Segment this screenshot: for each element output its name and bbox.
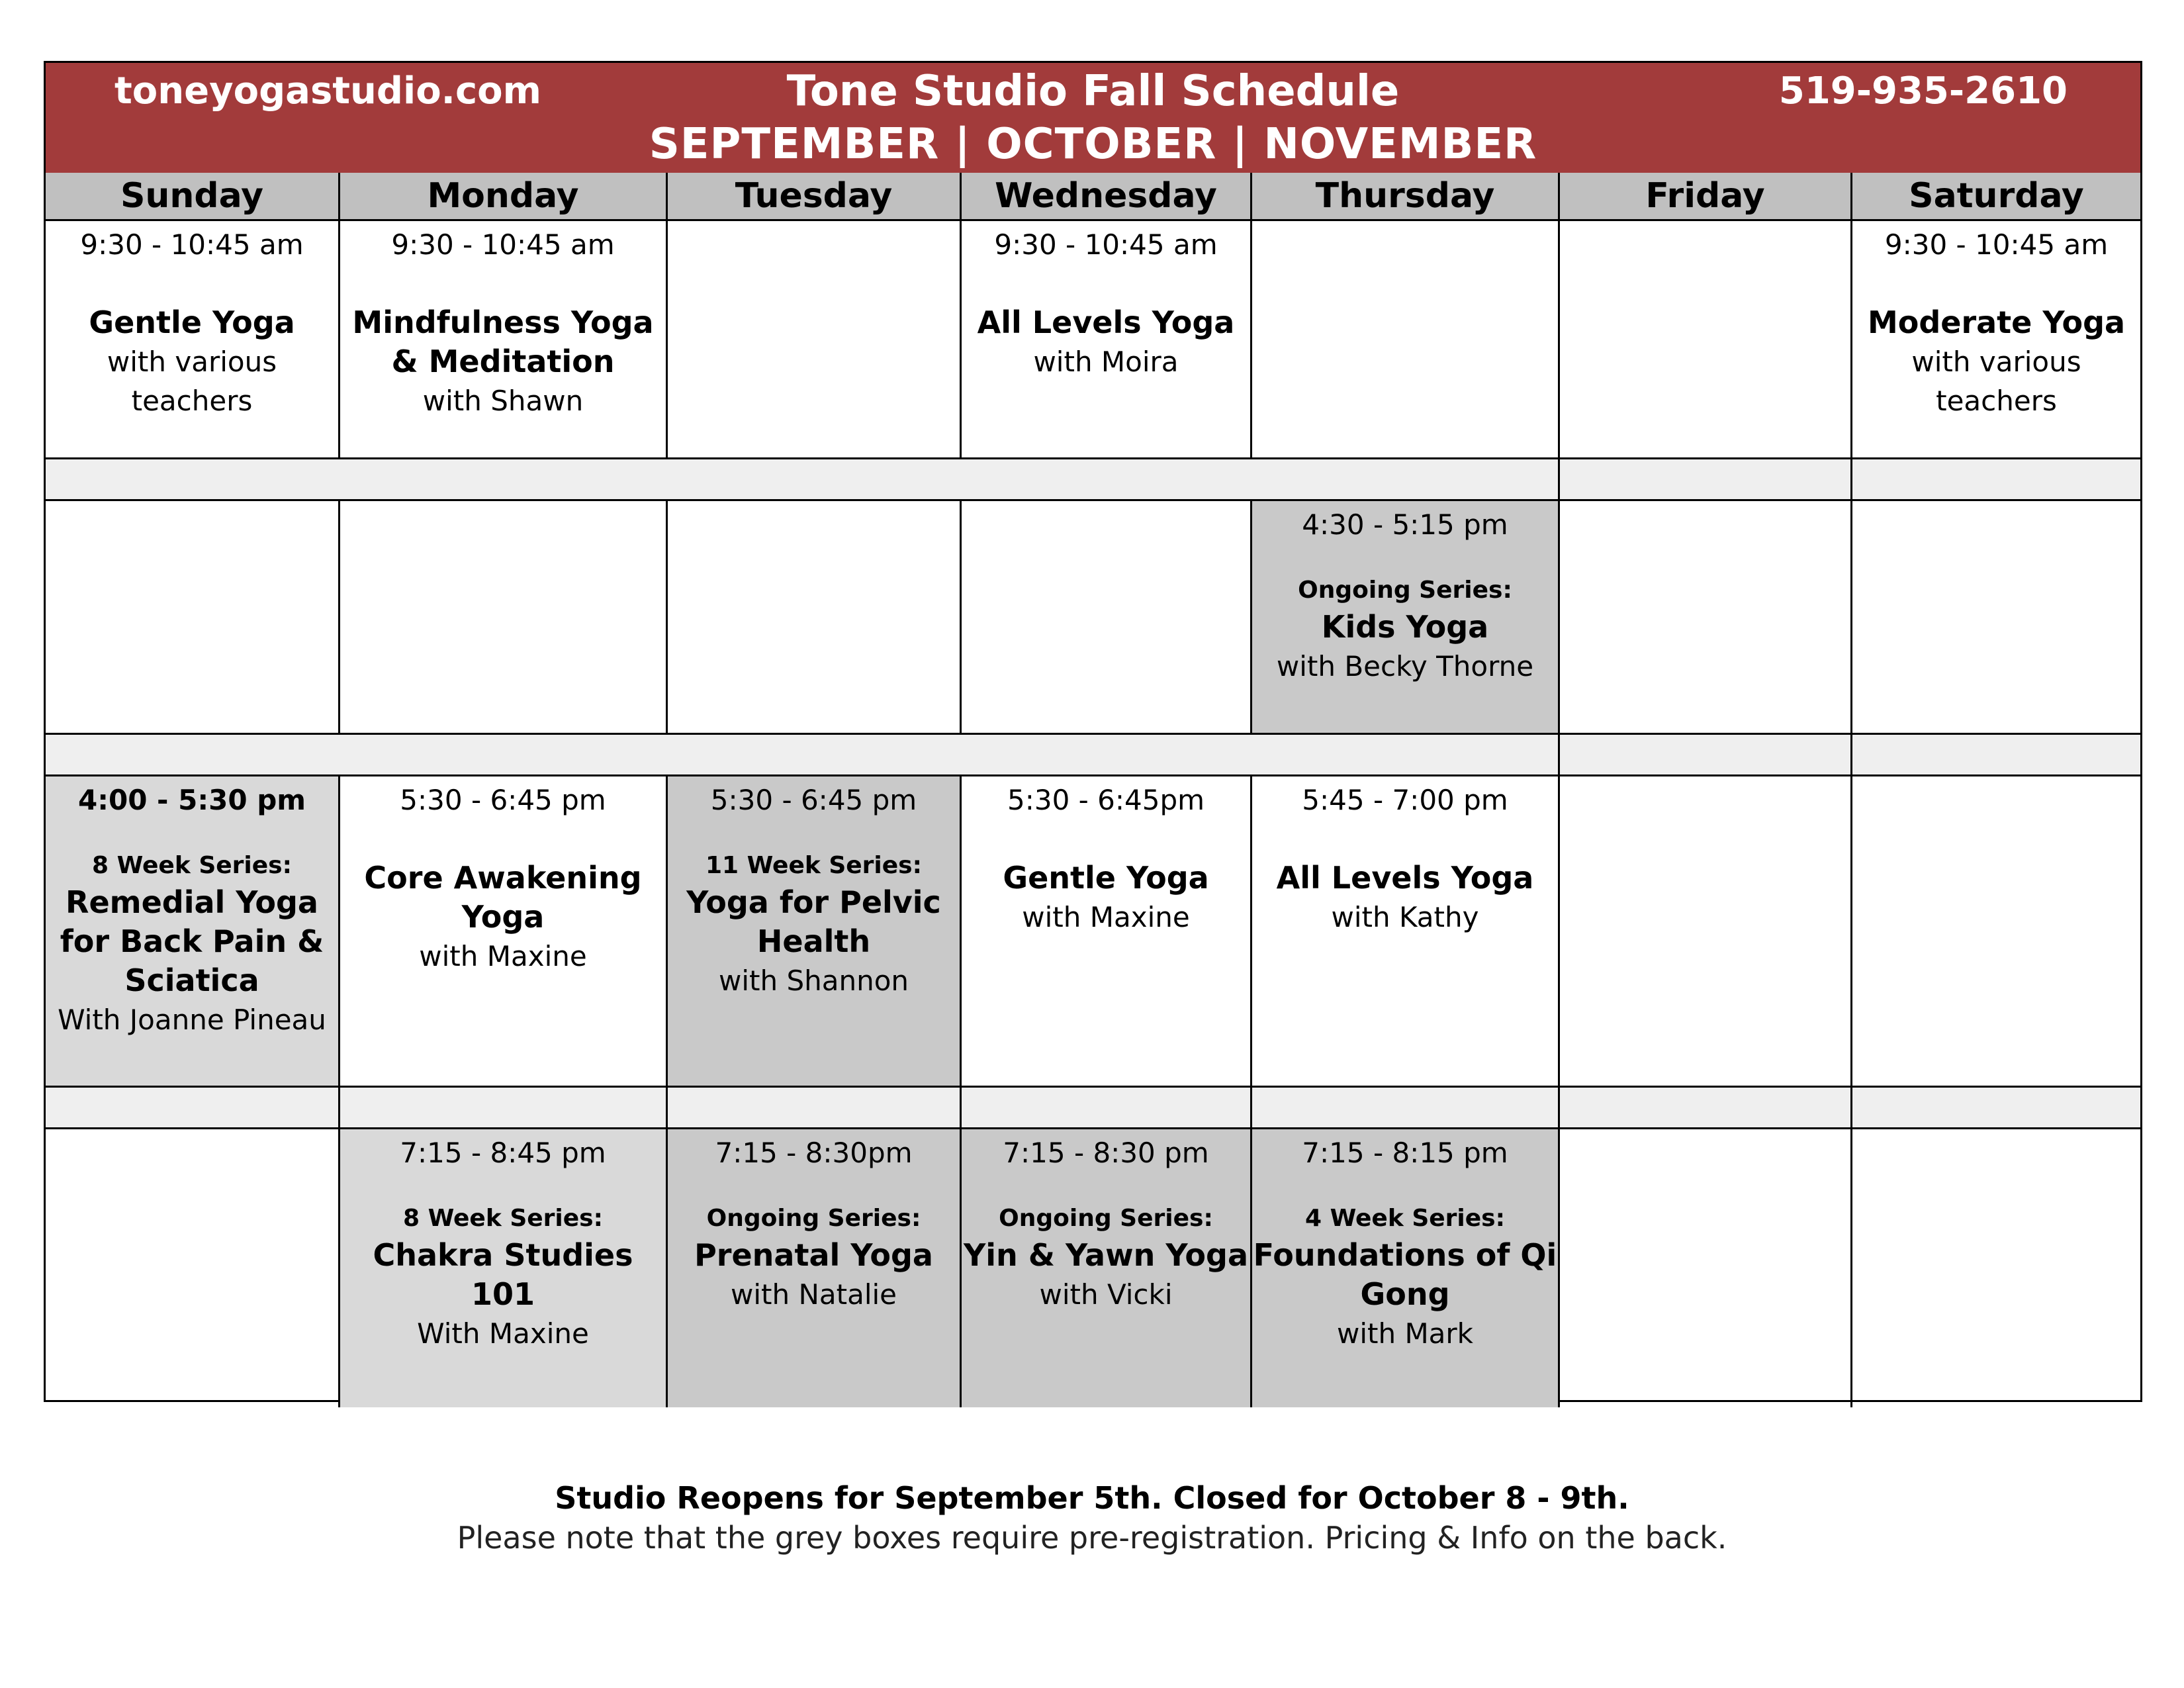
class-name: Moderate Yoga (1867, 305, 2126, 340)
separator-divider (1250, 1088, 1252, 1129)
class-teacher: With Maxine (417, 1317, 589, 1350)
separator-divider (338, 1088, 340, 1129)
class-teacher: with Natalie (731, 1278, 897, 1311)
separator-divider (1850, 459, 1852, 501)
row-separator (46, 735, 2140, 776)
empty-slot (1852, 1129, 2140, 1407)
class-teacher: with Becky Thorne (1276, 650, 1534, 682)
separator-divider (1558, 735, 1560, 776)
schedule-title: Tone Studio Fall Schedule (786, 67, 1400, 116)
empty-slot (1560, 776, 1852, 1088)
empty-slot (1252, 221, 1560, 459)
class-name: All Levels Yoga (977, 305, 1235, 340)
class-name: Yoga for Pelvic Health (686, 884, 941, 959)
class-teacher: with Mark (1336, 1317, 1474, 1350)
separator-divider (1850, 1088, 1852, 1129)
spacer (340, 820, 666, 859)
class-name: Kids Yoga (1321, 609, 1489, 645)
class-name: Remedial Yoga for Back Pain & Sciatica (60, 884, 324, 998)
class-teacher: with Shannon (718, 964, 909, 997)
footer-notice: Studio Reopens for September 5th. Closed for October 8 - 9th. (555, 1480, 1629, 1516)
separator-divider (666, 1088, 668, 1129)
class-teacher: with Moira (1033, 346, 1179, 378)
separator-divider (1558, 459, 1560, 501)
class-teacher: With Joanne Pineau (58, 1004, 326, 1036)
class-time: 5:45 - 7:00 pm (1302, 784, 1508, 816)
empty-slot (46, 1129, 340, 1407)
schedule-table (44, 61, 2142, 1402)
schedule-banner (46, 63, 2140, 173)
row-separator (46, 1088, 2140, 1129)
series-label: 11 Week Series: (705, 852, 923, 879)
schedule-months: SEPTEMBER | OCTOBER | NOVEMBER (649, 120, 1537, 169)
day-header-monday: Monday (340, 173, 668, 221)
class-name: Prenatal Yoga (694, 1237, 933, 1273)
class-name: Core Awakening Yoga (364, 860, 642, 935)
website-link[interactable]: toneyogastudio.com (114, 70, 541, 113)
class-teacher: with Vicki (1039, 1278, 1173, 1311)
class-slot[interactable] (340, 1129, 668, 1407)
separator-divider (960, 1088, 962, 1129)
class-slot[interactable] (1252, 776, 1560, 1088)
class-name: Gentle Yoga (89, 305, 295, 340)
class-slot[interactable] (46, 776, 340, 1088)
spacer (340, 264, 666, 303)
class-time: 4:00 - 5:30 pm (77, 784, 306, 816)
class-time: 9:30 - 10:45 am (80, 228, 304, 261)
empty-slot (1852, 501, 2140, 735)
series-label: 4 Week Series: (1305, 1205, 1505, 1232)
class-time: 9:30 - 10:45 am (391, 228, 615, 261)
class-slot[interactable] (340, 776, 668, 1088)
day-header-thursday: Thursday (1252, 173, 1560, 221)
class-name: Mindfulness Yoga & Meditation (352, 305, 654, 379)
class-slot[interactable] (340, 221, 668, 459)
class-time: 7:15 - 8:30pm (715, 1137, 913, 1169)
day-header-sunday: Sunday (46, 173, 340, 221)
spacer (46, 264, 338, 303)
spacer (962, 820, 1250, 859)
class-teacher: with various teachers (107, 346, 277, 417)
class-name: Gentle Yoga (1003, 860, 1209, 896)
class-slot[interactable] (1252, 1129, 1560, 1407)
class-time: 5:30 - 6:45pm (1007, 784, 1205, 816)
class-time: 7:15 - 8:15 pm (1302, 1137, 1508, 1169)
class-slot[interactable] (962, 221, 1252, 459)
empty-slot (340, 501, 668, 735)
class-slot[interactable] (1252, 501, 1560, 735)
class-slot[interactable] (46, 221, 340, 459)
day-header-friday: Friday (1560, 173, 1852, 221)
class-slot[interactable] (962, 1129, 1252, 1407)
footer-note: Please note that the grey boxes require pre-registration. Pricing & Info on the back. (457, 1520, 1727, 1556)
empty-slot (46, 501, 340, 735)
empty-slot (1852, 776, 2140, 1088)
class-slot[interactable] (1852, 221, 2140, 459)
class-name: Chakra Studies 101 (373, 1237, 633, 1312)
empty-slot (668, 221, 962, 459)
spacer (1852, 264, 2140, 303)
series-label: Ongoing Series: (1298, 577, 1512, 604)
class-time: 9:30 - 10:45 am (994, 228, 1218, 261)
class-time: 7:15 - 8:45 pm (400, 1137, 606, 1169)
day-header-wednesday: Wednesday (962, 173, 1252, 221)
class-name: Foundations of Qi Gong (1253, 1237, 1557, 1312)
class-slot[interactable] (962, 776, 1252, 1088)
empty-slot (1560, 221, 1852, 459)
empty-slot (1560, 501, 1852, 735)
empty-slot (1560, 1129, 1852, 1407)
class-teacher: with various teachers (1911, 346, 2081, 417)
class-time: 4:30 - 5:15 pm (1302, 508, 1508, 541)
day-header-tuesday: Tuesday (668, 173, 962, 221)
series-label: Ongoing Series: (999, 1205, 1213, 1232)
class-slot[interactable] (668, 776, 962, 1088)
class-name: All Levels Yoga (1276, 860, 1534, 896)
separator-divider (1850, 735, 1852, 776)
row-separator (46, 459, 2140, 501)
class-teacher: with Kathy (1331, 901, 1479, 933)
series-label: 8 Week Series: (403, 1205, 603, 1232)
class-name: Yin & Yawn Yoga (963, 1237, 1248, 1273)
class-teacher: with Maxine (1022, 901, 1190, 933)
class-time: 5:30 - 6:45 pm (400, 784, 606, 816)
empty-slot (962, 501, 1252, 735)
spacer (1252, 820, 1558, 859)
separator-divider (1558, 1088, 1560, 1129)
series-label: 8 Week Series: (92, 852, 292, 879)
phone-number: 519-935-2610 (1778, 70, 2068, 113)
empty-slot (668, 501, 962, 735)
spacer (962, 264, 1250, 303)
class-time: 7:15 - 8:30 pm (1003, 1137, 1209, 1169)
class-teacher: with Shawn (422, 385, 584, 417)
class-time: 5:30 - 6:45 pm (710, 784, 917, 816)
class-teacher: with Maxine (419, 940, 587, 972)
series-label: Ongoing Series: (706, 1205, 921, 1232)
class-time: 9:30 - 10:45 am (1884, 228, 2109, 261)
day-header-saturday: Saturday (1852, 173, 2140, 221)
class-slot[interactable] (668, 1129, 962, 1407)
